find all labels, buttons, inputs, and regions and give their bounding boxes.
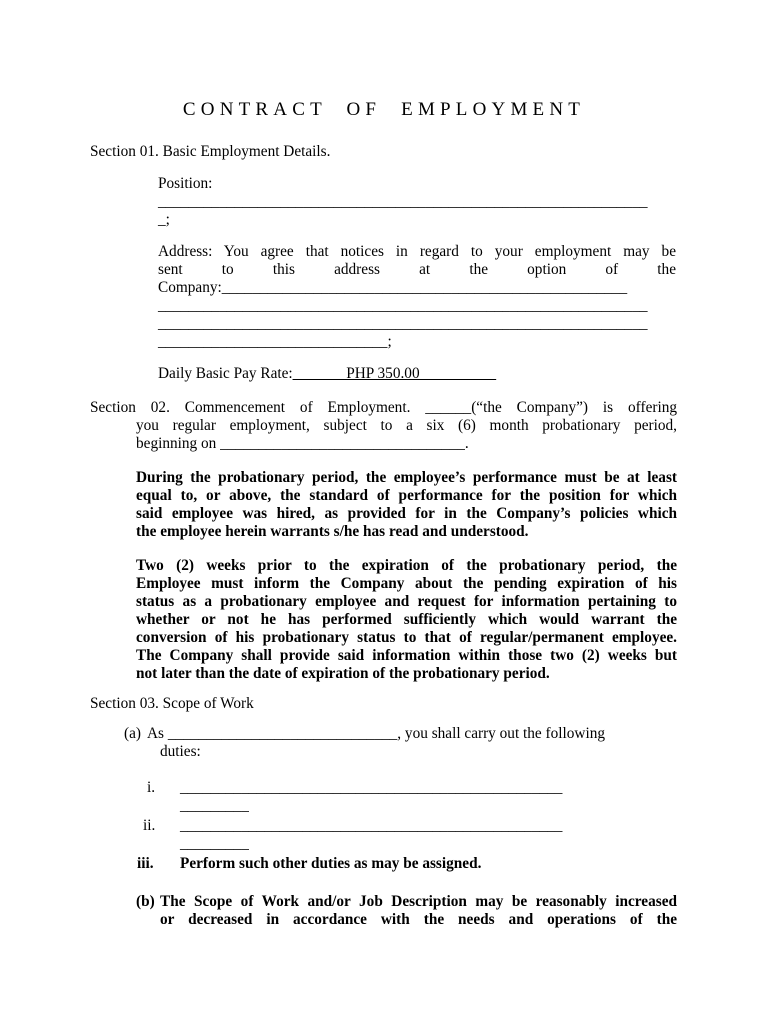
item-b-marker: (b) <box>136 893 155 910</box>
address-field-line[interactable]: ________________________________________________________________ <box>158 315 648 332</box>
duty-iii-marker: iii. <box>137 855 154 872</box>
duty-ii-marker: ii. <box>143 817 156 834</box>
address-field-line[interactable]: ________________________________________________________________ <box>158 297 648 314</box>
item-b-line: The Scope of Work and/or Job Description may be reasonably increased <box>160 893 677 910</box>
duty-i-line[interactable]: __________________________________________________ <box>180 779 563 796</box>
document-title: CONTRACT OF EMPLOYMENT <box>182 99 586 120</box>
duty-ii-line[interactable]: __________________________________________________ <box>180 817 563 834</box>
duty-iii-text: Perform such other duties as may be assigned. <box>180 855 482 872</box>
address-text-line: sent to this address at the option of the <box>158 261 676 278</box>
paragraph-line: status as a probationary employee and request for information pertaining to <box>136 593 677 610</box>
paragraph-line: the employee herein warrants s/he has read and understood. <box>136 523 529 540</box>
item-a-line: duties: <box>160 743 201 760</box>
paragraph-line: Two (2) weeks prior to the expiration of the probationary period, the <box>136 557 677 574</box>
duty-i-line-end[interactable]: _________ <box>180 797 249 814</box>
paragraph-line: conversion of his probationary status to that of regular/permanent employee. <box>136 629 677 646</box>
item-a-marker: (a) <box>124 725 141 742</box>
address-field-line[interactable]: Company:_____________________________________________________ <box>158 279 628 296</box>
pay-rate-value[interactable]: _______PHP 350.00__________ <box>292 365 497 382</box>
section-02-heading-line: Section 02. Commencement of Employment. ______(“the Company”) is offering <box>90 399 677 416</box>
section-01-heading: Section 01. Basic Employment Details. <box>90 143 331 160</box>
paragraph-line: whether or not he has performed sufficiently which would warrant the <box>136 611 677 628</box>
item-a-line[interactable]: As ______________________________, you shall carry out the following <box>147 725 606 742</box>
paragraph-line: said employee was hired, as provided for in the Company’s policies which <box>136 505 677 522</box>
section-03-heading: Section 03. Scope of Work <box>90 695 254 712</box>
section-02-text-line: you regular employment, subject to a six (6) month probationary period, <box>136 417 677 434</box>
duty-ii-line-end[interactable]: _________ <box>180 835 249 852</box>
paragraph-line: equal to, or above, the standard of performance for the position for which <box>136 487 677 504</box>
item-b-line: or decreased in accordance with the needs and operations of the <box>160 911 677 928</box>
pay-rate-label: Daily Basic Pay Rate: <box>158 365 293 382</box>
paragraph-line: During the probationary period, the employee’s performance must be at least <box>136 469 677 486</box>
commencement-date-line[interactable]: beginning on ________________________________. <box>136 435 469 452</box>
address-field-line-end[interactable]: ______________________________; <box>158 333 392 350</box>
paragraph-line: not later than the date of expiration of the probationary period. <box>136 665 550 682</box>
position-field-line-end: _; <box>158 211 170 228</box>
position-field-line[interactable]: ________________________________________________________________ <box>158 193 648 210</box>
address-text-line: Address: You agree that notices in regard to your employment may be <box>158 243 676 260</box>
paragraph-line: Employee must inform the Company about the pending expiration of his <box>136 575 677 592</box>
paragraph-line: The Company shall provide said information within those two (2) weeks but <box>136 647 677 664</box>
position-label: Position: <box>158 175 213 192</box>
pay-rate-row <box>158 365 496 383</box>
duty-i-marker: i. <box>147 779 156 796</box>
